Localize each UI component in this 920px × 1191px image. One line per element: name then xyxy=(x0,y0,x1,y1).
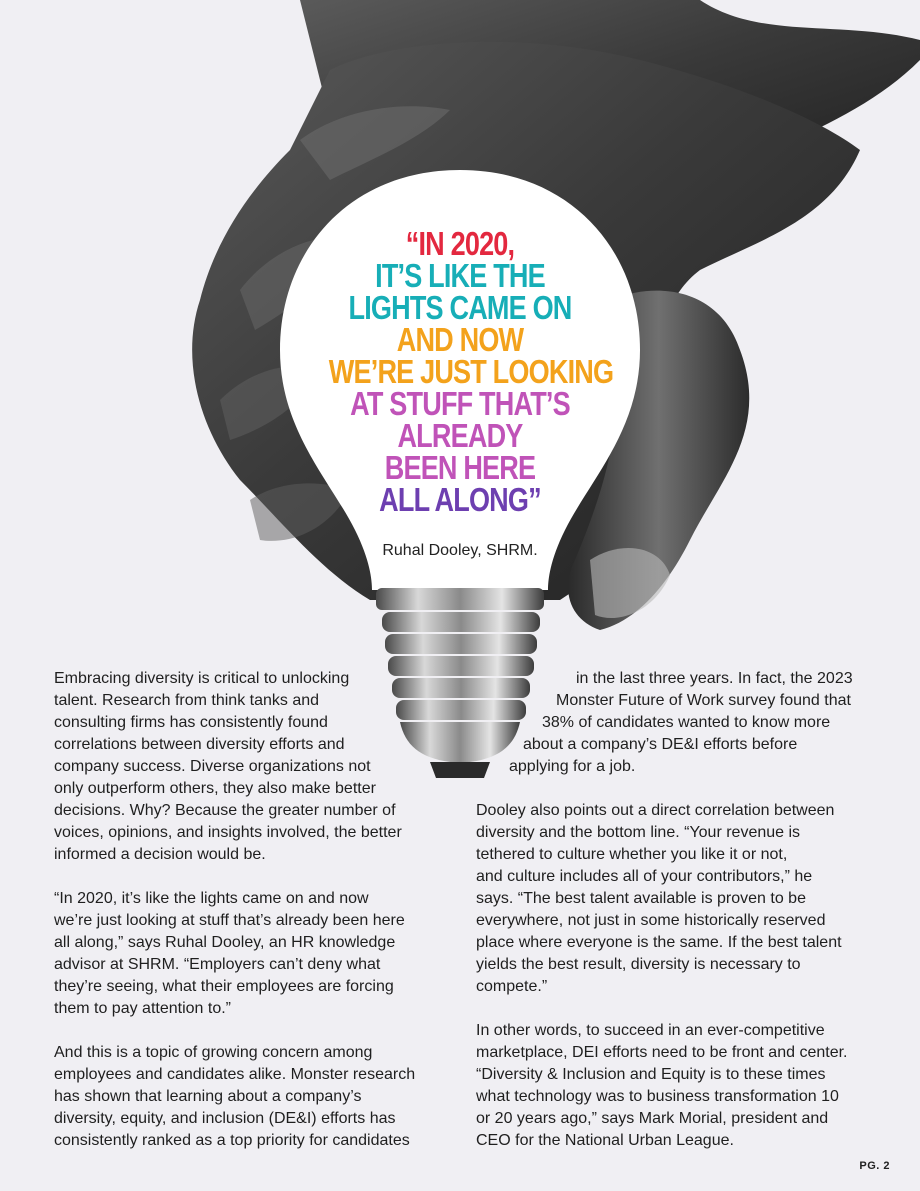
paragraph xyxy=(54,888,434,1020)
quote-line: WE’RE JUST LOOKING xyxy=(328,353,614,390)
text-line: decisions. Why? Because the greater number of xyxy=(54,802,396,819)
left-column xyxy=(54,668,434,1152)
quote-line: “IN 2020, xyxy=(405,225,515,262)
text-line: what technology was to business transformation 10 xyxy=(476,1088,839,1105)
text-line: advisor at SHRM. “Employers can’t deny what xyxy=(54,956,381,973)
quote-line: IT’S LIKE THE xyxy=(375,257,545,294)
text-line: And this is a topic of growing concern among xyxy=(54,1044,373,1061)
text-line: them to pay attention to.” xyxy=(54,1000,231,1017)
text-line: and culture includes all of your contributors,” he xyxy=(476,868,813,885)
paragraph xyxy=(476,1020,876,1152)
text-line: we’re just looking at stuff that’s already been here xyxy=(54,912,405,929)
text-line: 38% of candidates wanted to know more xyxy=(542,714,831,731)
text-line: consulting firms has consistently found xyxy=(54,714,328,731)
text-line: place where everyone is the same. If the best talent xyxy=(476,934,842,951)
paragraph xyxy=(476,668,876,778)
text-line: tethered to culture whether you like it or not, xyxy=(476,846,788,863)
paragraph xyxy=(54,668,434,866)
text-line: Embracing diversity is critical to unlocking xyxy=(54,670,350,687)
text-line: about a company’s DE&I efforts before xyxy=(523,736,798,753)
pull-quote xyxy=(300,225,620,518)
text-line: or 20 years ago,” says Mark Morial, president and xyxy=(476,1110,829,1127)
quote-line: ALREADY xyxy=(397,417,523,454)
quote-line: AND NOW xyxy=(396,321,524,358)
quote-attribution: Ruhal Dooley, SHRM. xyxy=(382,542,538,559)
text-line: only outperform others, they also make better xyxy=(54,780,376,797)
text-line: all along,” says Ruhal Dooley, an HR knowledge xyxy=(54,934,396,951)
paragraph xyxy=(476,800,876,998)
text-line: they’re seeing, what their employees are forcing xyxy=(54,978,394,995)
right-column xyxy=(476,668,876,1152)
text-line: applying for a job. xyxy=(509,758,636,775)
text-line: says. “The best talent available is proven to be xyxy=(476,890,806,907)
text-line: Dooley also points out a direct correlation between xyxy=(476,802,835,819)
paragraph xyxy=(54,1042,434,1152)
quote-line: AT STUFF THAT’S xyxy=(350,385,570,422)
text-line: “In 2020, it’s like the lights came on and now xyxy=(54,890,369,907)
text-line: compete.” xyxy=(476,978,548,995)
quote-line: BEEN HERE xyxy=(384,449,536,486)
text-line: has shown that learning about a company’s xyxy=(54,1088,362,1105)
text-line: company success. Diverse organizations not xyxy=(54,758,371,775)
text-line: diversity, equity, and inclusion (DE&I) efforts has xyxy=(54,1110,396,1127)
quote-line: ALL ALONG” xyxy=(379,481,541,518)
text-line: in the last three years. In fact, the 2023 xyxy=(576,670,853,687)
text-line: “Diversity & Inclusion and Equity is to these times xyxy=(476,1066,826,1083)
text-line: Monster Future of Work survey found that xyxy=(556,692,851,709)
text-line: marketplace, DEI efforts need to be front and center. xyxy=(476,1044,848,1061)
page-number: PG. 2 xyxy=(859,1160,890,1172)
text-line: diversity and the bottom line. “Your revenue is xyxy=(476,824,801,841)
text-line: informed a decision would be. xyxy=(54,846,266,863)
text-line: talent. Research from think tanks and xyxy=(54,692,320,709)
text-line: consistently ranked as a top priority for candidates xyxy=(54,1132,410,1149)
text-line: correlations between diversity efforts and xyxy=(54,736,345,753)
text-line: CEO for the National Urban League. xyxy=(476,1132,734,1149)
quote-line: LIGHTS CAME ON xyxy=(348,289,572,326)
text-line: In other words, to succeed in an ever-competitive xyxy=(476,1022,825,1039)
text-line: employees and candidates alike. Monster research xyxy=(54,1066,416,1083)
text-line: yields the best result, diversity is necessary to xyxy=(476,956,801,973)
text-line: voices, opinions, and insights involved, the better xyxy=(54,824,402,841)
text-line: everywhere, not just in some historically reserved xyxy=(476,912,826,929)
